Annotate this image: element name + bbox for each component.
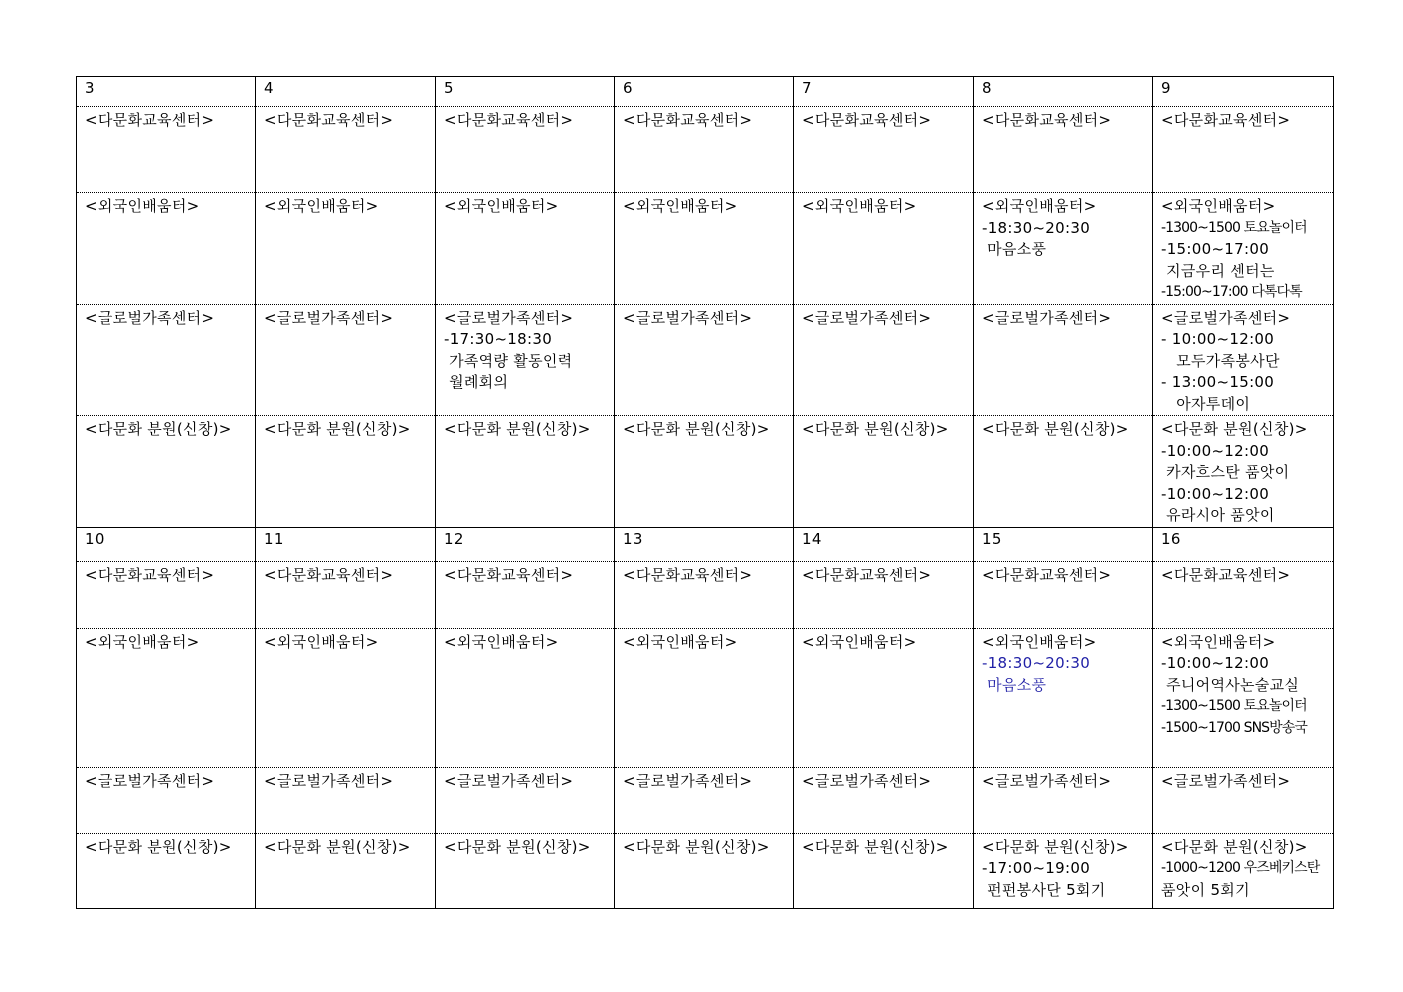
section-title: <다문화 분원(신창)> (982, 837, 1129, 856)
week1-date-row (77, 77, 1334, 107)
event-line: -1300~1500 토요놀이터 (1161, 219, 1307, 236)
section-title: <다문화 분원(신창)> (1161, 837, 1308, 856)
section-title: <다문화교육센터> (802, 565, 932, 584)
section-title: <다문화교육센터> (85, 565, 215, 584)
section-title: <글로벌가족센터> (264, 308, 394, 327)
date-cell: 15 (974, 527, 1153, 561)
week2-foreign-row (77, 628, 1334, 767)
event-line: -1300~1500 토요놀이터 (1161, 698, 1307, 714)
section-title: <다문화교육센터> (85, 111, 215, 129)
date-cell: 7 (794, 77, 974, 107)
section-title: <다문화 분원(신창)> (802, 420, 949, 438)
section-title: <외국인배움터> (982, 197, 1097, 215)
section-title: <다문화교육센터> (623, 111, 753, 129)
section-title: <글로벌가족센터> (982, 771, 1112, 790)
date-cell: 9 (1153, 77, 1334, 107)
section-title: <다문화교육센터> (444, 111, 574, 129)
section-title: <다문화교육센터> (623, 565, 753, 584)
event-line: -10:00~12:00 (1161, 441, 1270, 460)
section-title: <글로벌가족센터> (444, 771, 574, 790)
event-line: -17:00~19:00 (982, 859, 1091, 877)
week2-global-row (77, 767, 1334, 833)
event-line: 지금우리 센터는 (1161, 261, 1275, 280)
date-cell: 13 (615, 527, 794, 561)
event-line: 유라시아 품앗이 (1161, 506, 1275, 524)
date-cell: 11 (256, 527, 436, 561)
week2-branch-row (77, 833, 1334, 908)
section-title: <외국인배움터> (623, 632, 738, 651)
section-title: <외국인배움터> (85, 632, 200, 651)
section-title: <다문화 분원(신창)> (623, 420, 770, 438)
event-line: 모두가족봉사단 (1161, 351, 1280, 370)
event-line: 마음소풍 (982, 675, 1047, 694)
event-line: 가족역량 활동인력 (444, 351, 573, 370)
event-line: -1500~1700 SNS방송국 (1161, 719, 1308, 736)
event-line: -15:00~17:00 (1161, 240, 1270, 258)
section-title: <다문화 분원(신창)> (1161, 420, 1308, 438)
section-title: <글로벌가족센터> (85, 308, 215, 327)
section-title: <다문화교육센터> (982, 565, 1112, 584)
section-title: <글로벌가족센터> (623, 308, 753, 327)
section-title: <외국인배움터> (1161, 197, 1276, 215)
week2-edu-row (77, 561, 1334, 628)
event-line: -1000~1200 우즈베키스탄 (1161, 860, 1320, 876)
event-line: -18:30~20:30 (982, 654, 1091, 672)
section-title: <외국인배움터> (264, 632, 379, 651)
event-line: - 10:00~12:00 (1161, 330, 1275, 348)
week1-branch-row (77, 416, 1334, 528)
section-title: <다문화 분원(신창)> (444, 837, 591, 856)
section-title: <외국인배움터> (982, 632, 1097, 651)
date-cell: 14 (794, 527, 974, 561)
section-title: <글로벌가족센터> (1161, 771, 1291, 790)
section-title: <다문화교육센터> (982, 111, 1112, 129)
event-line: -15:00~17:00 다톡다톡 (1161, 284, 1302, 300)
event-line: 마음소풍 (982, 240, 1047, 258)
section-title: <외국인배움터> (85, 197, 200, 215)
section-title: <글로벌가족센터> (802, 308, 932, 327)
event-line: -10:00~12:00 (1161, 484, 1270, 503)
section-title: <글로벌가족센터> (264, 771, 394, 790)
section-title: <외국인배움터> (264, 197, 379, 215)
event-line: 품앗이 5회기 (1161, 880, 1250, 899)
section-title: <다문화 분원(신창)> (264, 420, 411, 438)
date-cell: 4 (256, 77, 436, 107)
event-line: - 13:00~15:00 (1161, 373, 1275, 391)
calendar-table (76, 76, 1334, 909)
event-line: 주니어역사논술교실 (1161, 675, 1300, 694)
section-title: <다문화 분원(신창)> (623, 837, 770, 856)
date-cell: 12 (436, 527, 615, 561)
section-title: <다문화교육센터> (264, 565, 394, 584)
date-cell: 3 (77, 77, 256, 107)
event-line: -17:30~18:30 (444, 330, 553, 348)
section-title: <외국인배움터> (1161, 632, 1276, 651)
section-title: <외국인배움터> (444, 197, 559, 215)
event-line: 아자투데이 (1161, 394, 1251, 413)
section-title: <외국인배움터> (802, 197, 917, 215)
date-cell: 10 (77, 527, 256, 561)
event-line: 월례회의 (444, 373, 509, 391)
section-title: <외국인배움터> (444, 632, 559, 651)
date-cell: 5 (436, 77, 615, 107)
section-title: <다문화교육센터> (264, 111, 394, 129)
event-line: -10:00~12:00 (1161, 654, 1270, 672)
section-title: <글로벌가족센터> (1161, 308, 1291, 327)
section-title: <다문화교육센터> (444, 565, 574, 584)
section-title: <글로벌가족센터> (85, 771, 215, 790)
section-title: <글로벌가족센터> (982, 308, 1112, 327)
section-title: <외국인배움터> (623, 197, 738, 215)
event-line: 카자흐스탄 품앗이 (1161, 463, 1290, 481)
section-title: <다문화 분원(신창)> (982, 420, 1129, 438)
section-title: <외국인배움터> (802, 632, 917, 651)
section-title: <글로벌가족센터> (802, 771, 932, 790)
section-title: <다문화교육센터> (802, 111, 932, 129)
event-line: -18:30~20:30 (982, 218, 1091, 237)
section-title: <다문화 분원(신창)> (85, 420, 232, 438)
date-cell: 8 (974, 77, 1153, 107)
date-cell: 6 (615, 77, 794, 107)
week1-foreign-row (77, 193, 1334, 305)
date-cell: 16 (1153, 527, 1334, 561)
section-title: <글로벌가족센터> (623, 771, 753, 790)
week1-global-row (77, 304, 1334, 416)
section-title: <다문화교육센터> (1161, 111, 1291, 129)
section-title: <다문화 분원(신창)> (802, 837, 949, 856)
section-title: <글로벌가족센터> (444, 308, 574, 327)
section-title: <다문화 분원(신창)> (264, 837, 411, 856)
section-title: <다문화 분원(신창)> (85, 837, 232, 856)
week2-date-row (77, 527, 1334, 561)
event-line: 펀펀봉사단 5회기 (982, 880, 1106, 899)
section-title: <다문화교육센터> (1161, 565, 1291, 584)
week1-edu-row (77, 107, 1334, 193)
section-title: <다문화 분원(신창)> (444, 420, 591, 438)
